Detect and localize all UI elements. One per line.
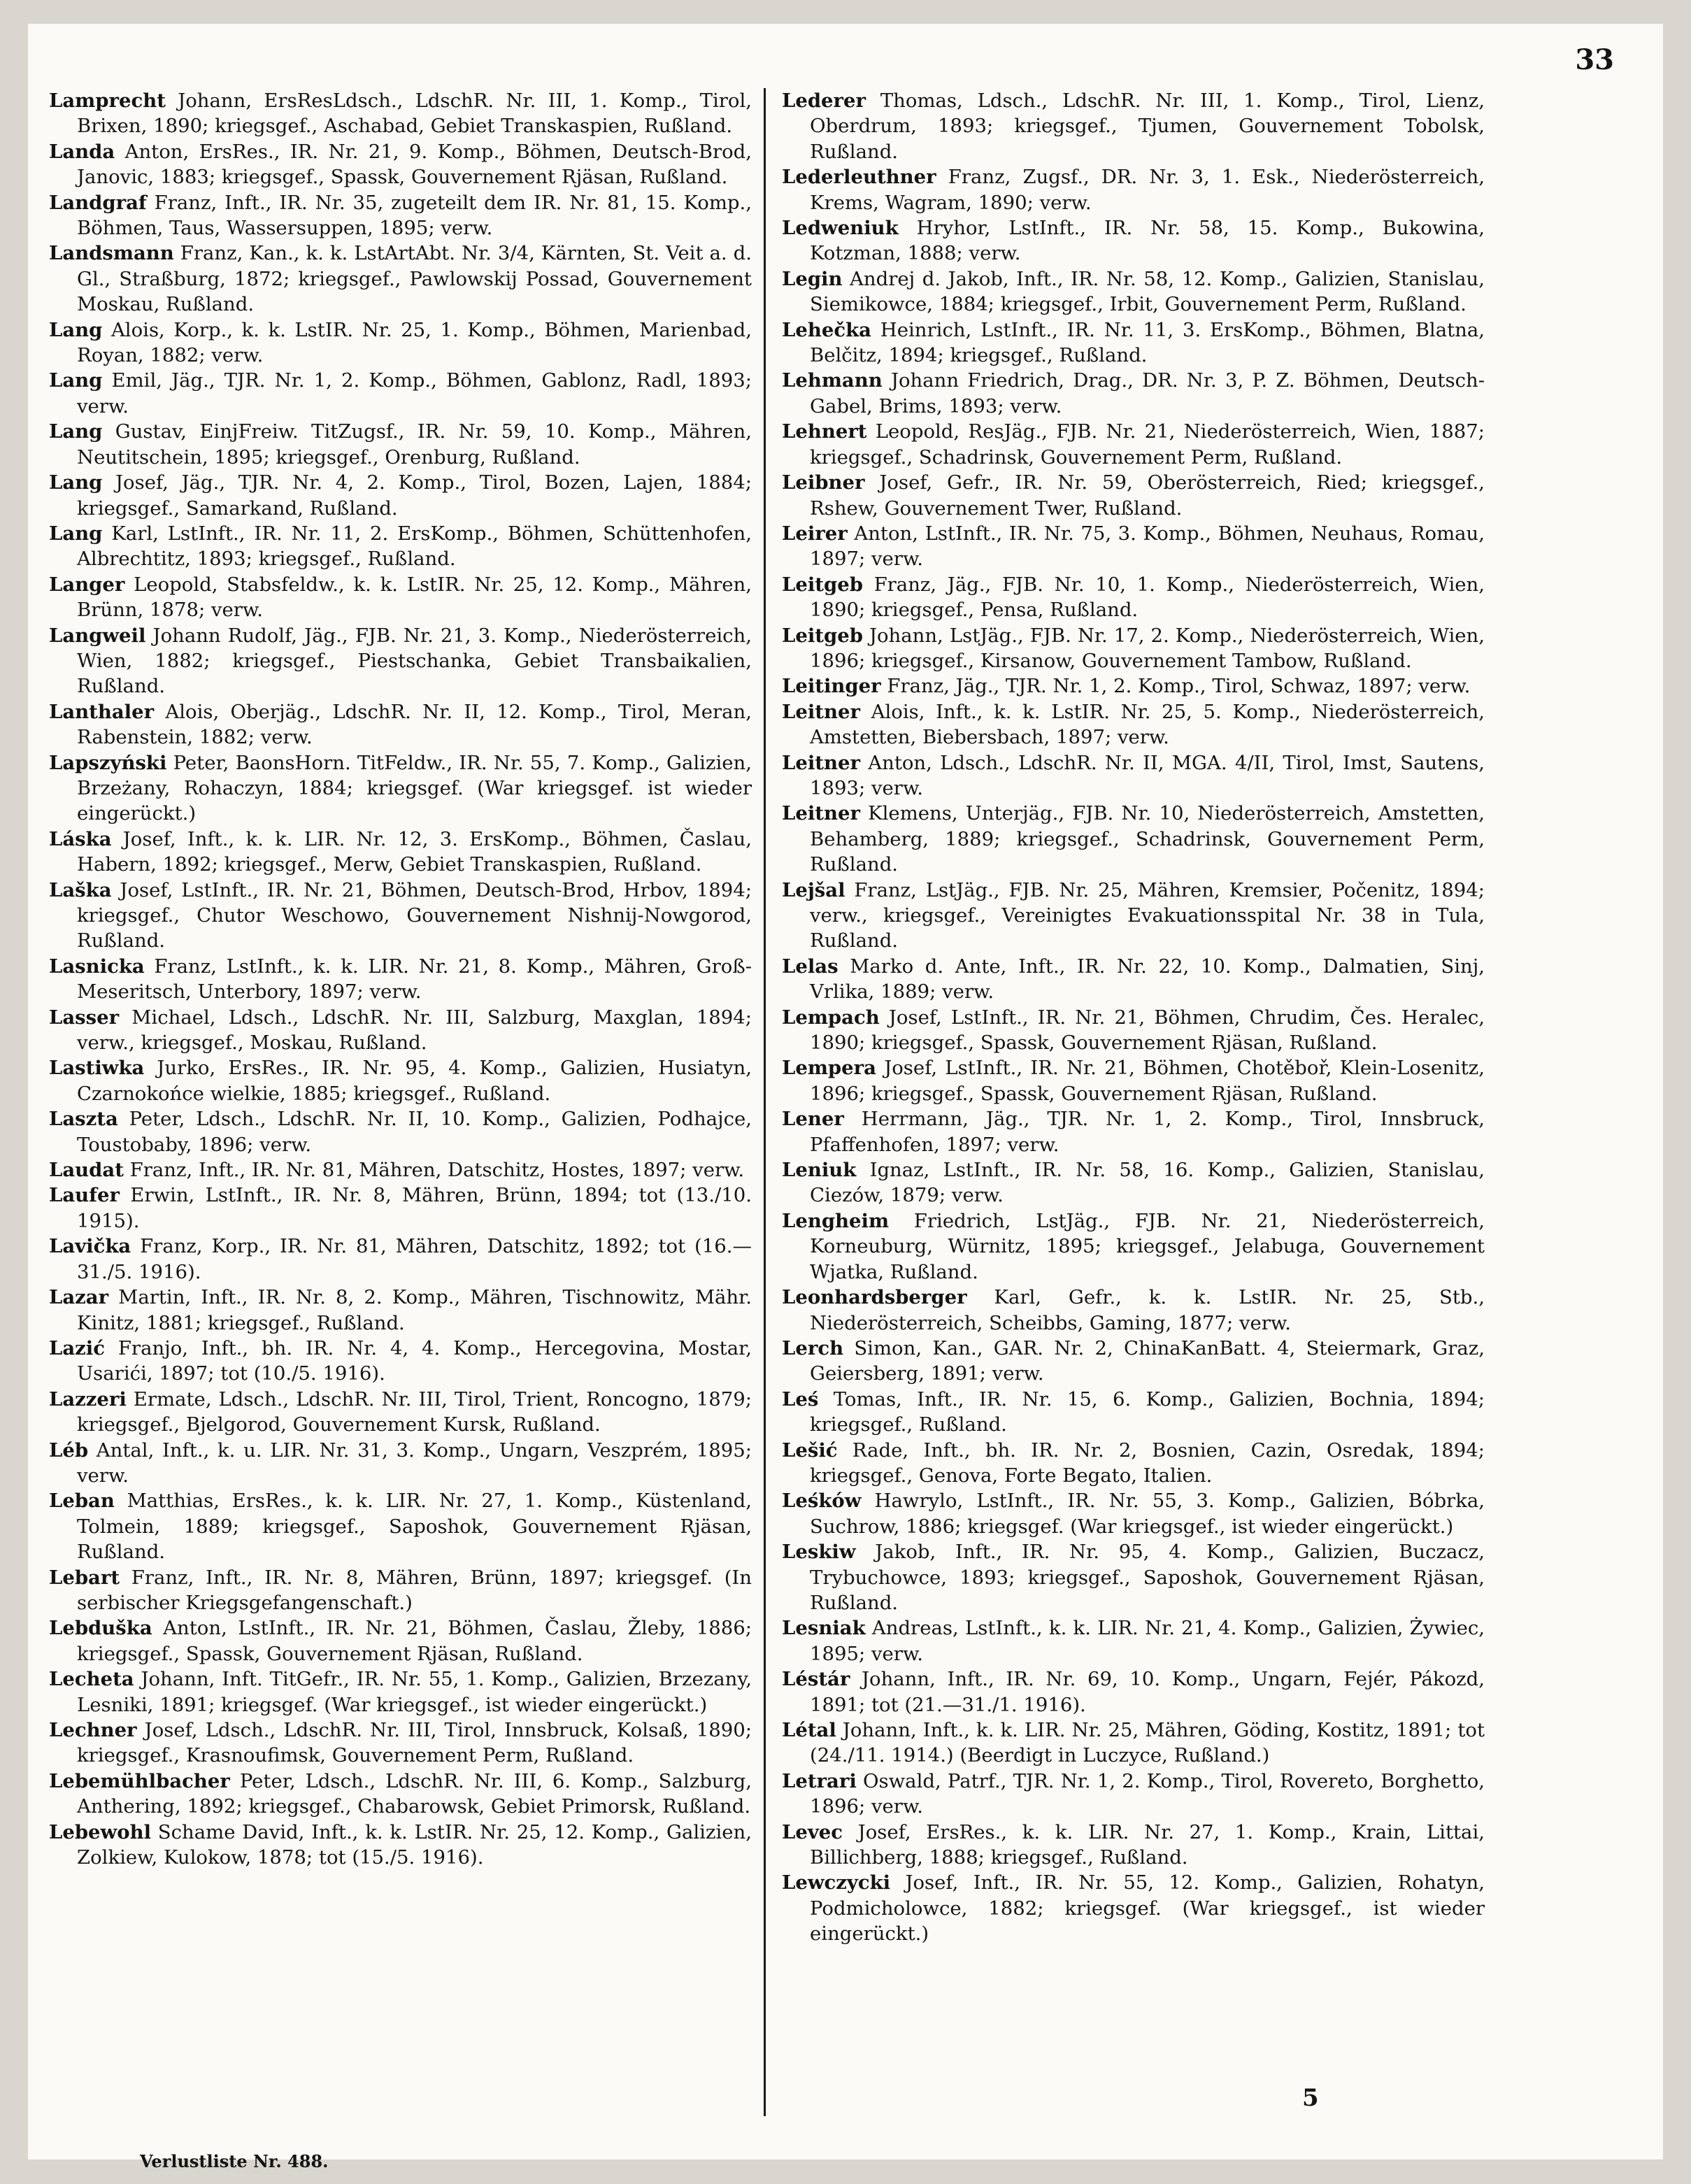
entry-details: Johann Friedrich, Drag., DR. Nr. 3, P. Z. Böhmen, Deutsch-Gabel, Brims, 1893; verw. bbox=[810, 369, 1485, 417]
entry bbox=[782, 1336, 1485, 1387]
entry bbox=[782, 368, 1485, 419]
entry-details: Ermate, Ldsch., LdschR. Nr. III, Tirol, Trient, Roncogno, 1879; kriegsgef., Bjelgorod, Gouvernement Kursk, Rußland. bbox=[77, 1387, 752, 1436]
entry-details: Jurko, ErsRes., IR. Nr. 95, 4. Komp., Galizien, Husiatyn, Czarnokońce wielkie, 1885; kriegsgef., Rußland. bbox=[77, 1057, 752, 1105]
entry-surname: Lebemühlbacher bbox=[49, 1769, 230, 1792]
entry bbox=[49, 623, 752, 699]
entry-details: Gustav, EinjFreiw. TitZugsf., IR. Nr. 59, 10. Komp., Mähren, Neutitschein, 1895; kriegsgef., Orenburg, Rußland. bbox=[77, 420, 752, 469]
entry-surname: Lecheta bbox=[49, 1668, 134, 1691]
entry-surname: Lazzeri bbox=[49, 1387, 127, 1411]
entry bbox=[49, 1336, 752, 1387]
entry-details: Johann, Inft., k. k. LIR. Nr. 25, Mähren, Göding, Kostitz, 1891; tot (24./11. 1914.) (Beerdigt in Luczyce, Rußland.) bbox=[810, 1719, 1485, 1767]
entry-details: Leopold, Stabsfeldw., k. k. LstIR. Nr. 25, 12. Komp., Mähren, Brünn, 1878; verw. bbox=[77, 573, 752, 622]
entry bbox=[49, 1565, 752, 1616]
entry-surname: Leitner bbox=[782, 700, 860, 723]
entry bbox=[49, 1718, 752, 1769]
entry-surname: Laudat bbox=[49, 1159, 124, 1182]
entry-surname: Lederer bbox=[782, 90, 866, 112]
entry bbox=[49, 190, 752, 241]
entry-surname: Letrari bbox=[782, 1769, 857, 1792]
entry-surname: Ledweniuk bbox=[782, 217, 899, 240]
entry-details: Ignaz, LstInft., IR. Nr. 58, 16. Komp., Galizien, Stanislau, Ciezów, 1879; verw. bbox=[810, 1159, 1485, 1207]
entry-surname: Langer bbox=[49, 573, 125, 596]
entry-details: Johann, Inft. TitGefr., IR. Nr. 55, 1. Komp., Galizien, Brzezany, Lesniki, 1891; kriegsgef. (War kriegsgef., ist wieder eingerückt.) bbox=[77, 1668, 752, 1716]
entry-surname: Lang bbox=[49, 471, 103, 494]
entry-surname: Lejšal bbox=[782, 878, 846, 901]
entry bbox=[782, 1055, 1485, 1106]
entry-surname: Leibner bbox=[782, 471, 865, 494]
entry-surname: Lavička bbox=[49, 1235, 131, 1258]
entry-surname: Langweil bbox=[49, 624, 146, 647]
left-column bbox=[49, 88, 752, 1870]
entry-surname: Lazić bbox=[49, 1336, 105, 1359]
entry-details: Josef, Jäg., TJR. Nr. 4, 2. Komp., Tirol, Bozen, Lajen, 1884; kriegsgef., Samarkand, Rußland. bbox=[77, 471, 752, 520]
entry bbox=[782, 699, 1485, 750]
entry-details: Franjo, Inft., bh. IR. Nr. 4, 4. Komp., Hercegovina, Mostar, Usarići, 1897; tot (10./5. 1916). bbox=[77, 1336, 752, 1385]
entry-details: Alois, Oberjäg., LdschR. Nr. II, 12. Komp., Tirol, Meran, Rabenstein, 1882; verw. bbox=[77, 700, 752, 749]
entry-details: Klemens, Unterjäg., FJB. Nr. 10, Niederösterreich, Amstetten, Behamberg, 1889; kriegsgef., Schadrinsk, Gouvernement Perm, Rußland. bbox=[810, 802, 1485, 876]
entry-surname: Lapszyński bbox=[49, 751, 167, 774]
entry bbox=[49, 1005, 752, 1056]
entry bbox=[782, 878, 1485, 954]
entry-surname: Lanthaler bbox=[49, 700, 155, 723]
entry bbox=[49, 88, 752, 139]
entry-surname: Leonhardsberger bbox=[782, 1286, 967, 1309]
entry-details: Schame David, Inft., k. k. LstIR. Nr. 25, 12. Komp., Galizien, Zolkiew, Kulokow, 1878; tot (15./5. 1916). bbox=[77, 1820, 752, 1869]
entry bbox=[782, 623, 1485, 674]
entry-surname: Lang bbox=[49, 522, 103, 545]
entry-details: Andreas, LstInft., k. k. LIR. Nr. 21, 4. Komp., Galizien, Żywiec, 1895; verw. bbox=[810, 1617, 1485, 1665]
entry-surname: Lasser bbox=[49, 1006, 120, 1029]
entry bbox=[49, 1285, 752, 1336]
entry bbox=[49, 699, 752, 750]
entry-details: Oswald, Patrf., TJR. Nr. 1, 2. Komp., Tirol, Rovereto, Borghetto, 1896; verw. bbox=[810, 1769, 1485, 1818]
sheet-number: 5 bbox=[1302, 2084, 1319, 2112]
entry-surname: Leitner bbox=[782, 802, 860, 825]
entry-details: Josef, LstInft., IR. Nr. 21, Böhmen, Chrudim, Čes. Heralec, 1890; kriegsgef., Spassk, Gouvernement Rjäsan, Rußland. bbox=[810, 1006, 1485, 1055]
entry bbox=[782, 1157, 1485, 1208]
entry bbox=[782, 1488, 1485, 1539]
entry-details: Leopold, ResJäg., FJB. Nr. 21, Niederösterreich, Wien, 1887; kriegsgef., Schadrinsk, Gouvernement Perm, Rußland. bbox=[810, 420, 1485, 469]
entry-details: Karl, LstInft., IR. Nr. 11, 2. ErsKomp., Böhmen, Schüttenhofen, Albrechtitz, 1893; kriegsgef., Rußland. bbox=[77, 522, 752, 571]
entry bbox=[782, 954, 1485, 1005]
entry-details: Peter, Ldsch., LdschR. Nr. III, 6. Komp., Salzburg, Anthering, 1892; kriegsgef., Chabarowsk, Gebiet Primorsk, Rußland. bbox=[77, 1769, 752, 1818]
entry-surname: Leitinger bbox=[782, 675, 881, 698]
entry-surname: Leniuk bbox=[782, 1159, 857, 1182]
entry-details: Marko d. Ante, Inft., IR. Nr. 22, 10. Komp., Dalmatien, Sinj, Vrlika, 1889; verw. bbox=[810, 955, 1485, 1004]
entry-details: Josef, Inft., k. k. LIR. Nr. 12, 3. ErsKomp., Böhmen, Časlau, Habern, 1892; kriegsgef., Merw, Gebiet Transkaspien, Rußland. bbox=[77, 827, 752, 876]
entry bbox=[49, 1183, 752, 1234]
entry bbox=[782, 1870, 1485, 1946]
entry bbox=[782, 266, 1485, 317]
entry-details: Martin, Inft., IR. Nr. 8, 2. Komp., Mähren, Tischnowitz, Mähr. Kinitz, 1881; kriegsgef., Rußland. bbox=[77, 1286, 752, 1334]
list-number: Verlustliste Nr. 488. bbox=[140, 2151, 329, 2171]
entry bbox=[782, 673, 1485, 699]
entry-surname: Leś bbox=[782, 1387, 819, 1411]
entry bbox=[49, 827, 752, 878]
entry-details: Jakob, Inft., IR. Nr. 95, 4. Komp., Galizien, Buczacz, Trybuchowce, 1893; kriegsgef., Saposhok, Gouvernement Rjäsan, Rußland. bbox=[810, 1541, 1485, 1614]
entry bbox=[782, 1106, 1485, 1157]
entry-details: Johann, Inft., IR. Nr. 69, 10. Komp., Ungarn, Fejér, Pákozd, 1891; tot (21.—31./1. 1916). bbox=[810, 1668, 1485, 1716]
entry-surname: Léstár bbox=[782, 1668, 850, 1691]
entry bbox=[782, 1005, 1485, 1056]
entry-surname: Lempach bbox=[782, 1006, 880, 1029]
entry bbox=[782, 470, 1485, 521]
entry-surname: Leban bbox=[49, 1490, 115, 1513]
entry bbox=[49, 1234, 752, 1285]
entry bbox=[782, 164, 1485, 215]
entry-surname: Lebewohl bbox=[49, 1820, 152, 1843]
entry bbox=[49, 750, 752, 827]
entry-details: Josef, LstInft., IR. Nr. 21, Böhmen, Chotěboř, Klein-Losenitz, 1896; kriegsgef., Spassk, Gouvernement Rjäsan, Rußland. bbox=[810, 1057, 1485, 1105]
entry-surname: Landgraf bbox=[49, 191, 147, 214]
entry bbox=[49, 470, 752, 521]
entry-surname: Lamprecht bbox=[49, 90, 166, 112]
entry-surname: Lešić bbox=[782, 1439, 838, 1462]
entry-details: Franz, Jäg., FJB. Nr. 10, 1. Komp., Niederösterreich, Wien, 1890; kriegsgef., Pensa, Rußland. bbox=[810, 573, 1485, 622]
entry bbox=[49, 139, 752, 190]
entry bbox=[782, 572, 1485, 623]
entry-details: Johann, ErsResLdsch., LdschR. Nr. III, 1. Komp., Tirol, Brixen, 1890; kriegsgef., Aschabad, Gebiet Transkaspien, Rußland. bbox=[77, 90, 752, 138]
entry-details: Michael, Ldsch., LdschR. Nr. III, Salzburg, Maxglan, 1894; verw., kriegsgef., Moskau, Rußland. bbox=[77, 1006, 752, 1055]
entry-surname: Lehnert bbox=[782, 420, 867, 443]
entry bbox=[782, 1718, 1485, 1769]
entry-surname: Leirer bbox=[782, 522, 848, 545]
entry-surname: Léb bbox=[49, 1439, 89, 1462]
entry-details: Herrmann, Jäg., TJR. Nr. 1, 2. Komp., Tirol, Innsbruck, Pfaffenhofen, 1897; verw. bbox=[810, 1108, 1485, 1156]
entry bbox=[782, 1285, 1485, 1336]
entry-details: Johann, LstJäg., FJB. Nr. 17, 2. Komp., Niederösterreich, Wien, 1896; kriegsgef., Kirsanow, Gouvernement Tambow, Rußland. bbox=[810, 624, 1485, 672]
entry bbox=[49, 954, 752, 1005]
entry-surname: Lesniak bbox=[782, 1617, 866, 1640]
entry bbox=[49, 241, 752, 317]
entry bbox=[782, 1769, 1485, 1820]
entry-surname: Lebduška bbox=[49, 1617, 152, 1640]
entry bbox=[49, 1438, 752, 1489]
entry-details: Josef, Gefr., IR. Nr. 59, Oberösterreich, Ried; kriegsgef., Rshew, Gouvernement Twer, Rußland. bbox=[810, 471, 1485, 520]
entry-surname: Leitgeb bbox=[782, 573, 863, 596]
entry-details: Peter, Ldsch., LdschR. Nr. II, 10. Komp., Galizien, Podhajce, Toustobaby, 1896; verw. bbox=[77, 1108, 752, 1156]
entry bbox=[782, 215, 1485, 266]
entry bbox=[782, 1666, 1485, 1718]
entry-details: Hawrylo, LstInft., IR. Nr. 55, 3. Komp., Galizien, Bóbrka, Suchrow, 1886; kriegsgef. (War kriegsgef., ist wieder eingerückt.) bbox=[810, 1490, 1485, 1538]
entry bbox=[49, 1387, 752, 1438]
entry-surname: Láska bbox=[49, 827, 112, 850]
right-column bbox=[782, 88, 1485, 1947]
entry bbox=[782, 1387, 1485, 1438]
entry bbox=[782, 88, 1485, 164]
entry-details: Franz, LstInft., k. k. LIR. Nr. 21, 8. Komp., Mähren, Groß-Meseritsch, Unterbory, 1897; verw. bbox=[77, 955, 752, 1004]
entry-surname: Lastiwka bbox=[49, 1057, 145, 1080]
entry bbox=[782, 317, 1485, 369]
entry bbox=[49, 1488, 752, 1564]
entry-details: Franz, Inft., IR. Nr. 8, Mähren, Brünn, 1897; kriegsgef. (In serbischer Kriegsgefangenschaft.) bbox=[77, 1566, 752, 1614]
entry-surname: Lazar bbox=[49, 1286, 109, 1309]
entry-details: Alois, Inft., k. k. LstIR. Nr. 25, 5. Komp., Niederösterreich, Amstetten, Biebersbach, 1897; verw. bbox=[810, 700, 1485, 749]
entry-details: Johann Rudolf, Jäg., FJB. Nr. 21, 3. Komp., Niederösterreich, Wien, 1882; kriegsgef., Piestschanka, Gebiet Transbaikalien, Rußland. bbox=[77, 624, 752, 698]
entry-details: Franz, Kan., k. k. LstArtAbt. Nr. 3/4, Kärnten, St. Veit a. d. Gl., Straßburg, 1872; kriegsgef., Pawlowskij Possad, Gouvernement Moskau, Rußland. bbox=[77, 242, 752, 316]
entry-details: Thomas, Ldsch., LdschR. Nr. III, 1. Komp., Tirol, Lienz, Oberdrum, 1893; kriegsgef., Tjumen, Gouvernement Tobolsk, Rußland. bbox=[810, 90, 1485, 163]
entry bbox=[782, 750, 1485, 801]
entry-details: Alois, Korp., k. k. LstIR. Nr. 25, 1. Komp., Böhmen, Marienbad, Royan, 1882; verw. bbox=[77, 318, 752, 367]
entry bbox=[49, 1055, 752, 1106]
entry-details: Karl, Gefr., k. k. LstIR. Nr. 25, Stb., Niederösterreich, Scheibbs, Gaming, 1877; verw. bbox=[810, 1286, 1485, 1334]
entry-surname: Lechner bbox=[49, 1719, 137, 1741]
entry-surname: Landsmann bbox=[49, 242, 174, 265]
entry-details: Franz, Inft., IR. Nr. 35, zugeteilt dem IR. Nr. 81, 15. Komp., Böhmen, Taus, Wassersuppen, 1895; verw. bbox=[77, 191, 752, 240]
entry-details: Franz, Zugsf., DR. Nr. 3, 1. Esk., Niederösterreich, Krems, Wagram, 1890; verw. bbox=[810, 166, 1485, 214]
document-page bbox=[28, 24, 1663, 2171]
entry-details: Anton, Ldsch., LdschR. Nr. II, MGA. 4/II, Tirol, Imst, Sautens, 1893; verw. bbox=[810, 751, 1485, 799]
entry bbox=[782, 419, 1485, 470]
entry-surname: Lehmann bbox=[782, 369, 883, 392]
entry-surname: Leskiw bbox=[782, 1541, 856, 1564]
entry-details: Franz, Korp., IR. Nr. 81, Mähren, Datschitz, 1892; tot (16.—31./5. 1916). bbox=[77, 1235, 752, 1283]
entry-surname: Leśków bbox=[782, 1490, 862, 1513]
entry bbox=[782, 521, 1485, 572]
entry bbox=[782, 1820, 1485, 1871]
entry-surname: Leitner bbox=[782, 751, 860, 774]
entry-surname: Lengheim bbox=[782, 1209, 890, 1232]
entry-details: Andrej d. Jakob, Inft., IR. Nr. 58, 12. Komp., Galizien, Stanislau, Siemikowce, 1884; kriegsgef., Irbit, Gouvernement Perm, Rußland. bbox=[810, 267, 1485, 316]
entry-surname: Landa bbox=[49, 140, 115, 163]
entry-surname: Létal bbox=[782, 1719, 836, 1741]
entry-surname: Levec bbox=[782, 1820, 843, 1843]
entry-details: Josef, Ldsch., LdschR. Nr. III, Tirol, Innsbruck, Kolsaß, 1890; kriegsgef., Krasnoufimsk, Gouvernement Perm, Rußland. bbox=[77, 1719, 752, 1767]
entry bbox=[49, 1615, 752, 1666]
entry-details: Emil, Jäg., TJR. Nr. 1, 2. Komp., Böhmen, Gablonz, Radl, 1893; verw. bbox=[77, 369, 752, 417]
entry-details: Franz, Jäg., TJR. Nr. 1, 2. Komp., Tirol, Schwaz, 1897; verw. bbox=[880, 675, 1471, 698]
entry bbox=[49, 572, 752, 623]
entry-surname: Laufer bbox=[49, 1184, 120, 1207]
entry bbox=[49, 1769, 752, 1820]
entry-details: Franz, Inft., IR. Nr. 81, Mähren, Datschitz, Hostes, 1897; verw. bbox=[123, 1159, 745, 1182]
entry-details: Josef, ErsRes., k. k. LIR. Nr. 27, 1. Komp., Krain, Littai, Billichberg, 1888; kriegsgef., Rußland. bbox=[810, 1820, 1485, 1869]
entry-details: Tomas, Inft., IR. Nr. 15, 6. Komp., Galizien, Bochnia, 1894; kriegsgef., Rußland. bbox=[810, 1387, 1485, 1436]
entry-details: Matthias, ErsRes., k. k. LIR. Nr. 27, 1. Komp., Küstenland, Tolmein, 1889; kriegsgef., Saposhok, Gouvernement Rjäsan, Rußland. bbox=[77, 1490, 752, 1564]
entry-surname: Lewczycki bbox=[782, 1871, 891, 1894]
entry bbox=[782, 1208, 1485, 1285]
entry-details: Anton, ErsRes., IR. Nr. 21, 9. Komp., Böhmen, Deutsch-Brod, Janovic, 1883; kriegsgef., Spassk, Gouvernement Rjäsan, Rußland. bbox=[77, 140, 752, 189]
entry-details: Heinrich, LstInft., IR. Nr. 11, 3. ErsKomp., Böhmen, Blatna, Belčitz, 1894; kriegsgef., Rußland. bbox=[810, 318, 1485, 367]
entry-surname: Laszta bbox=[49, 1108, 118, 1131]
entry-surname: Lang bbox=[49, 420, 103, 443]
entry-surname: Leitgeb bbox=[782, 624, 863, 647]
entry-details: Anton, LstInft., IR. Nr. 75, 3. Komp., Böhmen, Neuhaus, Romau, 1897; verw. bbox=[810, 522, 1485, 571]
entry-details: Josef, LstInft., IR. Nr. 21, Böhmen, Deutsch-Brod, Hrbov, 1894; kriegsgef., Chutor Weschowo, Gouvernement Nishnij-Nowgorod, Rußland. bbox=[77, 878, 752, 952]
entry-surname: Lerch bbox=[782, 1336, 844, 1359]
entry-details: Rade, Inft., bh. IR. Nr. 2, Bosnien, Cazin, Osredak, 1894; kriegsgef., Genova, Forte Begato, Italien. bbox=[810, 1439, 1485, 1487]
entry bbox=[49, 878, 752, 954]
page-number: 33 bbox=[1575, 43, 1614, 76]
entry-details: Erwin, LstInft., IR. Nr. 8, Mähren, Brünn, 1894; tot (13./10. 1915). bbox=[77, 1184, 752, 1232]
entry-details: Hryhor, LstInft., IR. Nr. 58, 15. Komp., Bukowina, Kotzman, 1888; verw. bbox=[810, 217, 1485, 265]
entry bbox=[782, 1438, 1485, 1489]
entry-surname: Lebart bbox=[49, 1566, 120, 1589]
entry bbox=[782, 1539, 1485, 1615]
entry-surname: Lang bbox=[49, 369, 103, 392]
entry-details: Friedrich, LstJäg., FJB. Nr. 21, Niederösterreich, Korneuburg, Würnitz, 1895; kriegsgef., Jelabuga, Gouvernement Wjatka, Rußland. bbox=[810, 1209, 1485, 1283]
entry-details: Antal, Inft., k. u. LIR. Nr. 31, 3. Komp., Ungarn, Veszprém, 1895; verw. bbox=[77, 1439, 752, 1487]
entry bbox=[49, 1157, 752, 1183]
entry-details: Peter, BaonsHorn. TitFeldw., IR. Nr. 55, 7. Komp., Galizien, Brzeżany, Rohaczyn, 1884; kriegsgef. (War kriegsgef. ist wieder eingerückt.) bbox=[77, 751, 752, 825]
entry bbox=[49, 1106, 752, 1157]
entry bbox=[49, 1666, 752, 1718]
entry bbox=[49, 368, 752, 419]
entry-details: Simon, Kan., GAR. Nr. 2, ChinaKanBatt. 4, Steiermark, Graz, Geiersberg, 1891; verw. bbox=[810, 1336, 1485, 1385]
entry-surname: Lederleuthner bbox=[782, 166, 936, 189]
entry bbox=[782, 1615, 1485, 1666]
entry bbox=[49, 1820, 752, 1871]
entry bbox=[49, 317, 752, 369]
entry-details: Josef, Inft., IR. Nr. 55, 12. Komp., Galizien, Rohatyn, Podmicholowce, 1882; kriegsgef. (War kriegsgef., ist wieder eingerückt.) bbox=[810, 1871, 1485, 1946]
entry bbox=[49, 521, 752, 572]
entry-surname: Lehečka bbox=[782, 318, 871, 341]
entry-surname: Lempera bbox=[782, 1057, 876, 1080]
entry-details: Franz, LstJäg., FJB. Nr. 25, Mähren, Kremsier, Počenitz, 1894; verw., kriegsgef., Vereinigtes Evakuationsspital Nr. 38 in Tula, Rußland. bbox=[810, 878, 1485, 952]
entry-surname: Lang bbox=[49, 318, 103, 341]
entry-surname: Laška bbox=[49, 878, 112, 901]
entry-surname: Lasnicka bbox=[49, 955, 145, 978]
entry-surname: Lelas bbox=[782, 955, 839, 978]
column-divider bbox=[764, 88, 766, 2116]
entry-details: Anton, LstInft., IR. Nr. 21, Böhmen, Časlau, Žleby, 1886; kriegsgef., Spassk, Gouvernement Rjäsan, Rußland. bbox=[77, 1617, 752, 1665]
entry bbox=[49, 419, 752, 470]
entry-surname: Lener bbox=[782, 1108, 844, 1131]
entry bbox=[782, 801, 1485, 877]
entry-surname: Legin bbox=[782, 267, 843, 290]
